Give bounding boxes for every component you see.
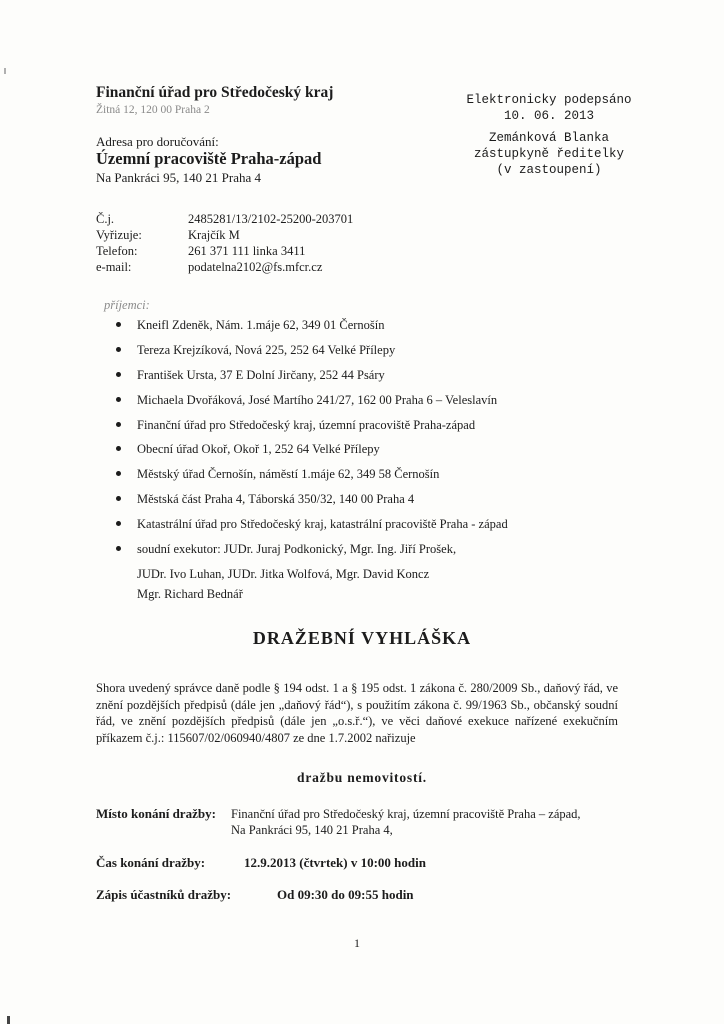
recipient-continuation: JUDr. Ivo Luhan, JUDr. Jitka Wolfová, Mgr. David Koncz — [137, 566, 430, 581]
auction-subject: dražbu nemovitostí. — [297, 770, 427, 785]
bullet-icon — [116, 347, 121, 352]
delivery-address-label: Adresa pro doručování: — [96, 134, 219, 149]
auction-place-line: Finanční úřad pro Středočeský kraj, územní pracoviště Praha – západ, — [231, 807, 581, 821]
reference-key: e-mail: — [96, 260, 132, 274]
recipient-text: František Ursta, 37 E Dolní Jirčany, 252 44 Psáry — [137, 367, 385, 382]
auction-place-value — [231, 806, 631, 838]
list-item — [116, 442, 508, 467]
recipient-text: Katastrální úřad pro Středočeský kraj, katastrální pracoviště Praha - západ — [137, 517, 508, 532]
phone-number: 261 371 111 linka 3411 — [188, 244, 306, 258]
recipient-text: Finanční úřad pro Středočeský kraj, územní pracoviště Praha-západ — [137, 417, 476, 432]
bullet-icon — [116, 372, 121, 377]
list-item — [116, 542, 508, 567]
document-title: DRAŽEBNÍ VYHLÁŠKA — [252, 628, 472, 648]
issuer-address: Žitná 12, 120 00 Praha 2 — [96, 104, 210, 116]
recipient-text: soudní exekutor: JUDr. Juraj Podkonický, Mgr. Ing. Jiří Prošek, — [137, 542, 457, 557]
recipient-text: Tereza Krejzíková, Nová 225, 252 64 Velké Přílepy — [137, 342, 396, 357]
registration-label: Zápis účastníků dražby: — [96, 887, 232, 902]
list-item — [116, 343, 508, 368]
list-item — [116, 318, 508, 343]
reference-key: Telefon: — [96, 244, 138, 258]
handler-name: Krajčík M — [188, 228, 240, 242]
recipients-label: příjemci: — [104, 298, 150, 312]
list-item — [116, 517, 508, 542]
issuer-name: Finanční úřad pro Středočeský kraj — [96, 84, 334, 101]
bullet-icon — [116, 397, 121, 402]
bullet-icon — [116, 322, 121, 327]
reference-row — [96, 259, 353, 275]
reference-key: Vyřizuje: — [96, 228, 142, 242]
signature-date: 10. 06. 2013 — [503, 109, 594, 123]
recipient-text: Kneifl Zdeněk, Nám. 1.máje 62, 349 01 Černošín — [137, 318, 385, 332]
scan-edge-mark — [4, 68, 6, 74]
signer-role: zástupkyně ředitelky — [473, 147, 625, 161]
reference-key: Č.j. — [96, 212, 115, 226]
bullet-icon — [116, 521, 121, 526]
signer-note: (v zastoupení) — [496, 163, 602, 177]
reference-row — [96, 227, 353, 243]
recipient-text: Obecní úřad Okoř, Okoř 1, 252 64 Velké Přílepy — [137, 442, 380, 457]
list-item — [116, 368, 508, 393]
list-item — [116, 467, 508, 492]
auction-place-label: Místo konání dražby: — [96, 806, 216, 821]
bullet-icon — [116, 471, 121, 476]
list-item — [116, 393, 508, 418]
recipient-text: Městská část Praha 4, Táborská 350/32, 140 00 Praha 4 — [137, 492, 415, 507]
reference-row — [96, 243, 353, 259]
reference-row — [96, 211, 353, 227]
email-address: podatelna2102@fs.mfcr.cz — [188, 260, 323, 274]
recipient-list — [116, 318, 508, 607]
office-name: Územní pracoviště Praha-západ — [96, 149, 322, 168]
electronic-signature — [444, 92, 654, 178]
scan-edge-mark — [7, 1016, 10, 1024]
signer-name: Zemánková Blanka — [488, 131, 610, 145]
recipient-text: Michaela Dvořáková, José Martího 241/27, 162 00 Praha 6 – Veleslavín — [137, 392, 498, 407]
bullet-icon — [116, 496, 121, 501]
recipient-continuation: Mgr. Richard Bednář — [137, 586, 243, 601]
recipient-text: Městský úřad Černošín, náměstí 1.máje 62, 349 58 Černošín — [137, 467, 440, 482]
reference-number: 2485281/13/2102-25200-203701 — [188, 212, 354, 226]
reference-block — [96, 211, 353, 275]
office-address: Na Pankráci 95, 140 21 Praha 4 — [96, 170, 261, 185]
signature-line: Elektronicky podepsáno — [466, 93, 632, 107]
intro-paragraph: Shora uvedený správce daně podle § 194 odst. 1 a § 195 odst. 1 zákona č. 280/2009 Sb., daňový řád, ve znění pozdějších předpisů (dále jen „daňový řád“), s použitím zákona č. 99/1963 Sb., občanský soudní řád, ve znění pozdějších předpisů (dále jen „o.s.ř.“), ve věci daňové exekuce nařízené exekučním příkazem č.j.: 115607/02/060940/4807 ze dne 1.7.2002 nařizuje — [96, 681, 618, 745]
list-item — [116, 492, 508, 517]
auction-place-line: Na Pankráci 95, 140 21 Praha 4, — [231, 823, 393, 837]
auction-time-label: Čas konání dražby: — [96, 855, 206, 870]
list-item — [116, 418, 508, 443]
bullet-icon — [116, 446, 121, 451]
bullet-icon — [116, 422, 121, 427]
page-number: 1 — [354, 936, 360, 950]
registration-value: Od 09:30 do 09:55 hodin — [277, 887, 414, 902]
auction-time-value: 12.9.2013 (čtvrtek) v 10:00 hodin — [244, 855, 426, 870]
bullet-icon — [116, 546, 121, 551]
